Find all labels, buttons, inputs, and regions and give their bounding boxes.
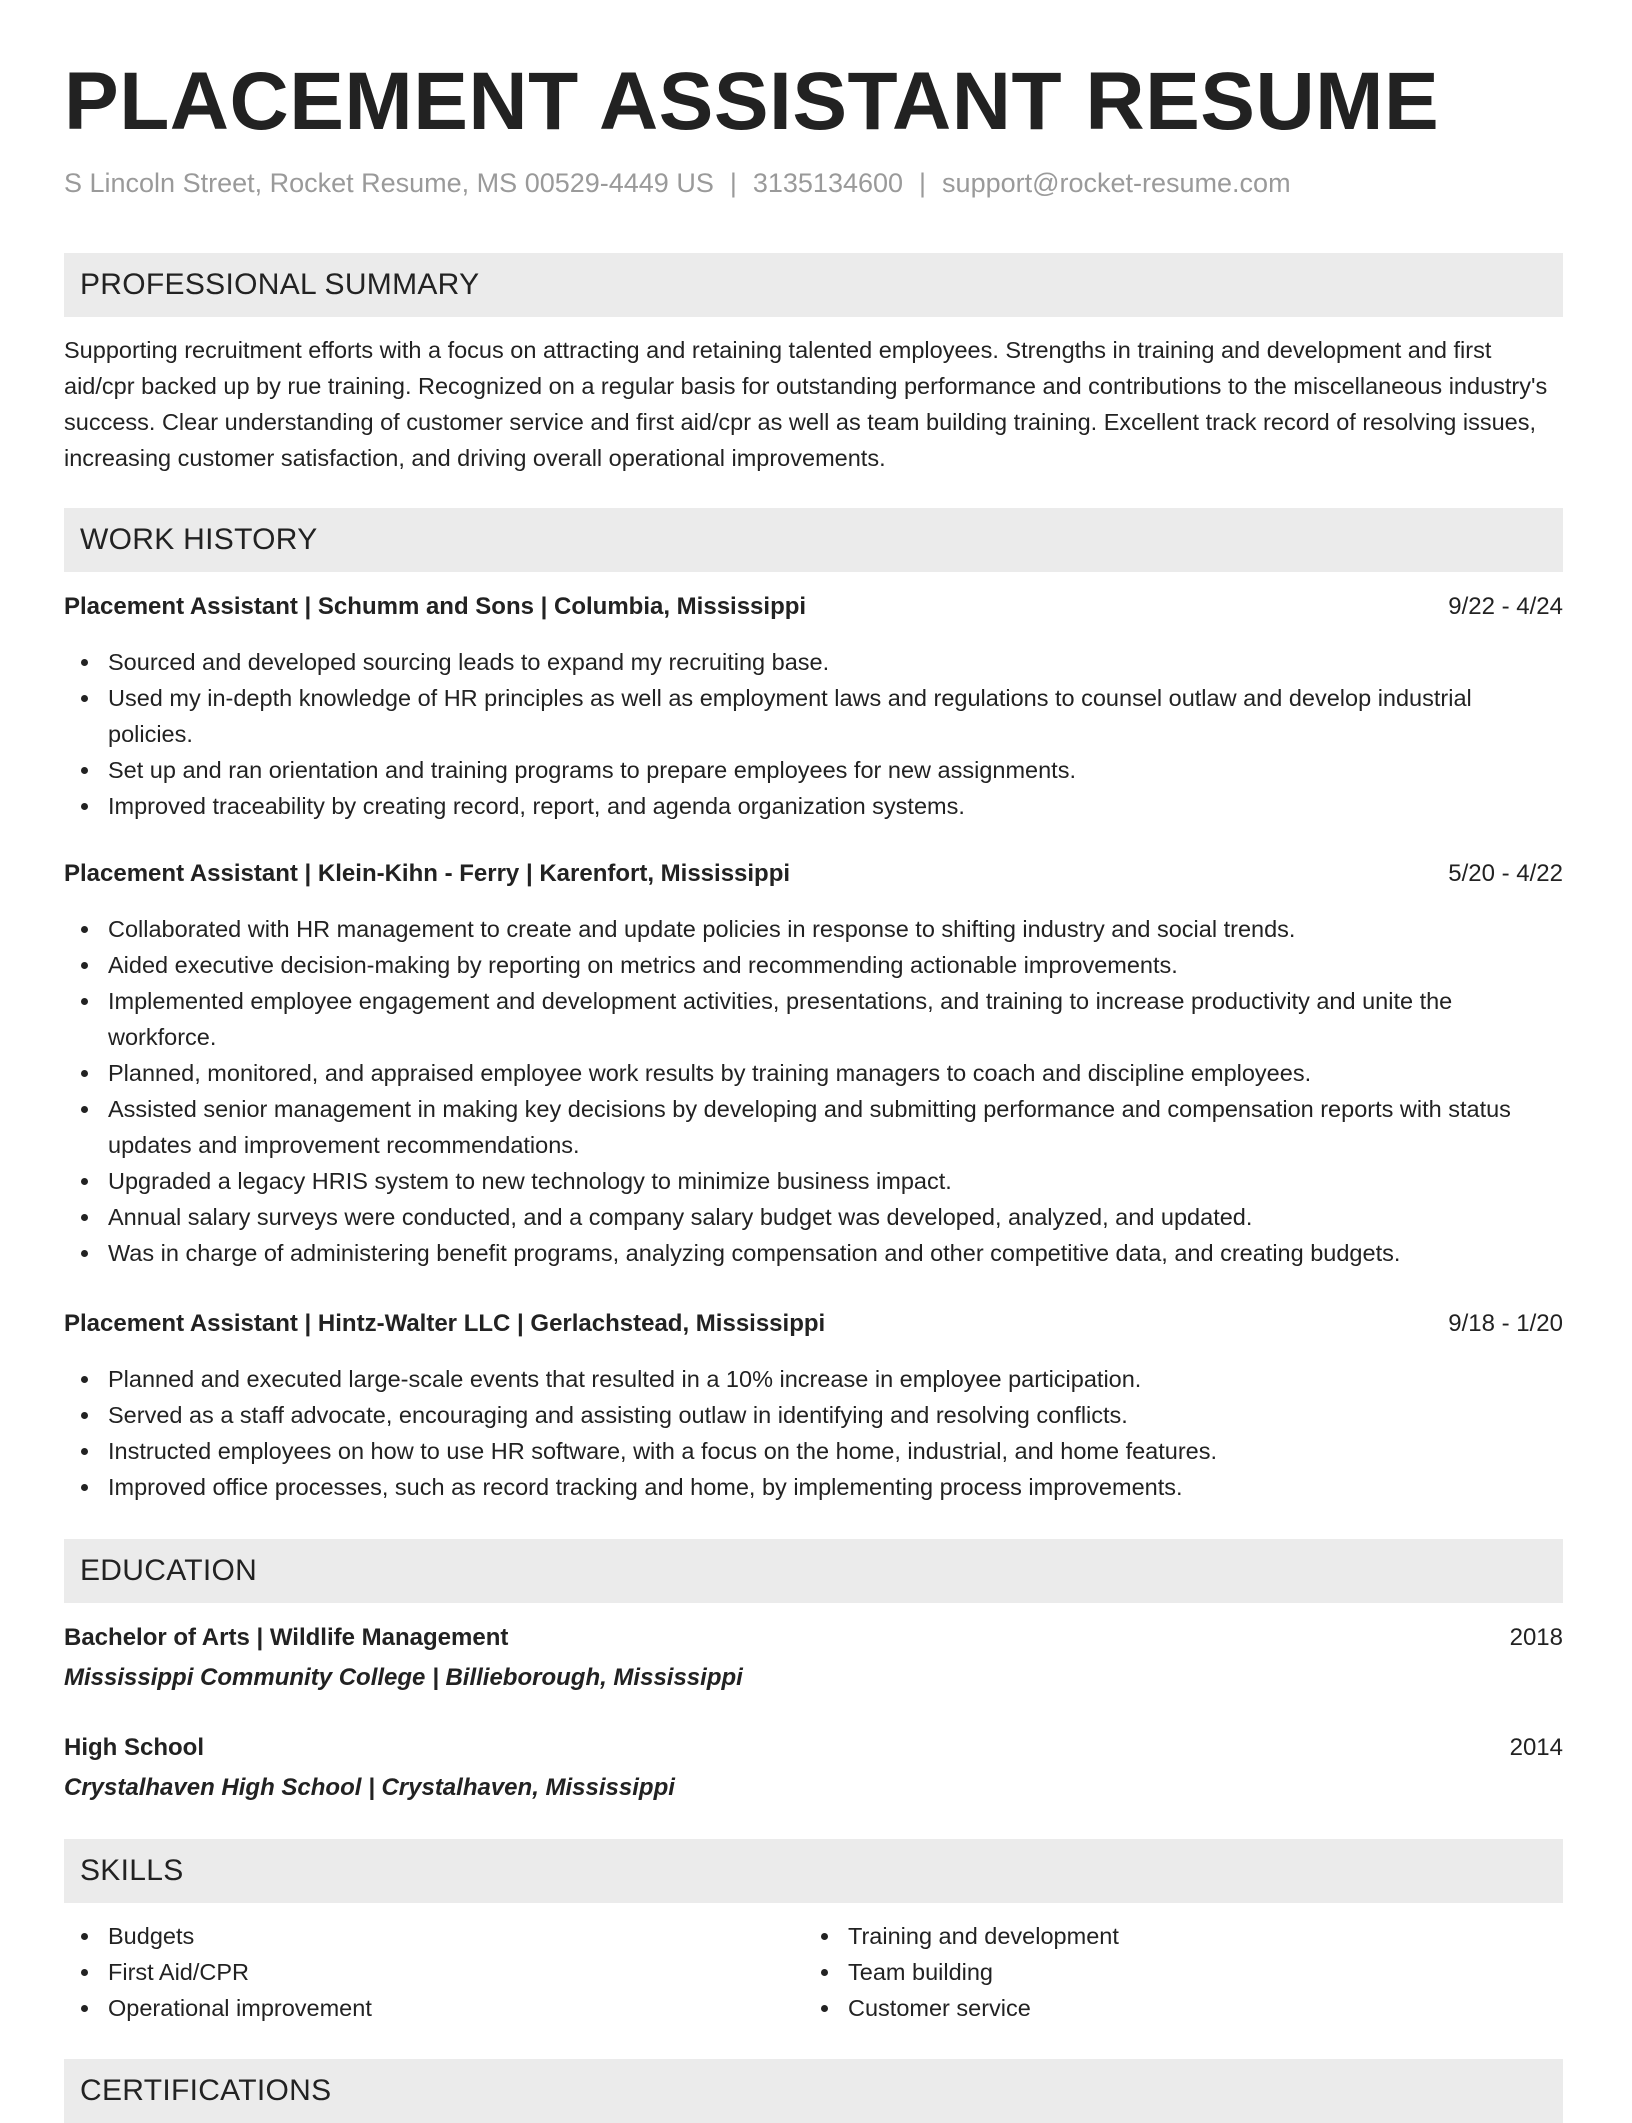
list-item: Used my in-depth knowledge of HR principles as well as employment laws and regulations to counsel outlaw and develop industrial policies. [64,680,1563,752]
graduation-year: 2014 [1509,1734,1563,1761]
job-header [64,589,1563,625]
skill-item: Operational improvement [64,1990,764,2026]
section-skills [64,1839,1563,1903]
school-name: Crystalhaven High School | Crystalhaven, Mississippi [64,1774,675,1801]
contact-separator: | [729,168,737,198]
job-bullets [64,911,1563,1271]
list-item: Implemented employee engagement and development activities, presentations, and training to increase productivity and unite the workforce. [64,983,1563,1055]
section-certifications [64,2059,1563,2123]
skill-item: Team building [804,1954,1504,1990]
school-name: Mississippi Community College | Billieborough, Mississippi [64,1664,743,1691]
degree-title: Bachelor of Arts | Wildlife Management [64,1624,509,1651]
job-dates: 5/20 - 4/22 [1448,860,1563,887]
job-dates: 9/22 - 4/24 [1448,593,1563,620]
skill-item: First Aid/CPR [64,1954,764,1990]
list-item: Planned, monitored, and appraised employee work results by training managers to coach and discipline employees. [64,1055,1563,1091]
section-heading: EDUCATION [80,1554,258,1587]
degree-title: High School [64,1734,204,1761]
list-item: Assisted senior management in making key decisions by developing and submitting performance and compensation reports with status updates and improvement recommendations. [64,1091,1563,1163]
list-item: Aided executive decision-making by reporting on metrics and recommending actionable improvements. [64,947,1563,983]
section-heading: PROFESSIONAL SUMMARY [80,268,480,301]
list-item: Planned and executed large-scale events that resulted in a 10% increase in employee participation. [64,1361,1563,1397]
section-education [64,1539,1563,1603]
list-item: Annual salary surveys were conducted, and a company salary budget was developed, analyzed, and updated. [64,1199,1563,1235]
list-item: Served as a staff advocate, encouraging and assisting outlaw in identifying and resolving conflicts. [64,1397,1563,1433]
skills-list-right [804,1918,1504,2026]
job-dates: 9/18 - 1/20 [1448,1310,1563,1337]
skill-item: Customer service [804,1990,1504,2026]
email: support@rocket-resume.com [942,168,1291,198]
phone: 3135134600 [752,168,904,198]
list-item: Instructed employees on how to use HR software, with a focus on the home, industrial, and home features. [64,1433,1563,1469]
resume-title: PLACEMENT ASSISTANT RESUME [64,56,1440,147]
list-item: Sourced and developed sourcing leads to expand my recruiting base. [64,644,1563,680]
section-work-history [64,508,1563,572]
summary-text: Supporting recruitment efforts with a focus on attracting and retaining talented employees. Strengths in training and development and first aid/cpr backed up by rue training. Recognized on a regular basis for outstanding performance and contributions to the miscellaneous industry's success. Clear understanding of customer service and first aid/cpr as well as team building training. Excellent track record of resolving issues, increasing customer satisfaction, and driving overall operational improvements. [64,337,1548,471]
contact-separator: | [919,168,927,198]
job-bullets [64,1361,1563,1505]
address: S Lincoln Street, Rocket Resume, MS 00529-4449 US [64,168,714,198]
list-item: Improved traceability by creating record, report, and agenda organization systems. [64,788,1563,824]
skill-item: Training and development [804,1918,1504,1954]
skill-item: Budgets [64,1918,764,1954]
section-heading: SKILLS [80,1854,184,1887]
list-item: Collaborated with HR management to create and update policies in response to shifting industry and social trends. [64,911,1563,947]
list-item: Set up and ran orientation and training programs to prepare employees for new assignments. [64,752,1563,788]
job-header [64,856,1563,892]
education-header [64,1620,1563,1656]
section-heading: WORK HISTORY [80,523,318,556]
job-title: Placement Assistant | Schumm and Sons | Columbia, Mississippi [64,593,807,620]
list-item: Was in charge of administering benefit programs, analyzing compensation and other competitive data, and creating budgets. [64,1235,1563,1271]
job-title: Placement Assistant | Hintz-Walter LLC | Gerlachstead, Mississippi [64,1310,826,1337]
job-title: Placement Assistant | Klein-Kihn - Ferry | Karenfort, Mississippi [64,860,791,887]
skills-list-left [64,1918,764,2026]
contact-line [64,165,1291,201]
section-heading: CERTIFICATIONS [80,2074,332,2107]
job-bullets [64,644,1563,824]
graduation-year: 2018 [1509,1624,1563,1651]
education-header [64,1730,1563,1766]
job-header [64,1306,1563,1342]
list-item: Upgraded a legacy HRIS system to new technology to minimize business impact. [64,1163,1563,1199]
list-item: Improved office processes, such as record tracking and home, by implementing process improvements. [64,1469,1563,1505]
section-professional-summary [64,253,1563,317]
